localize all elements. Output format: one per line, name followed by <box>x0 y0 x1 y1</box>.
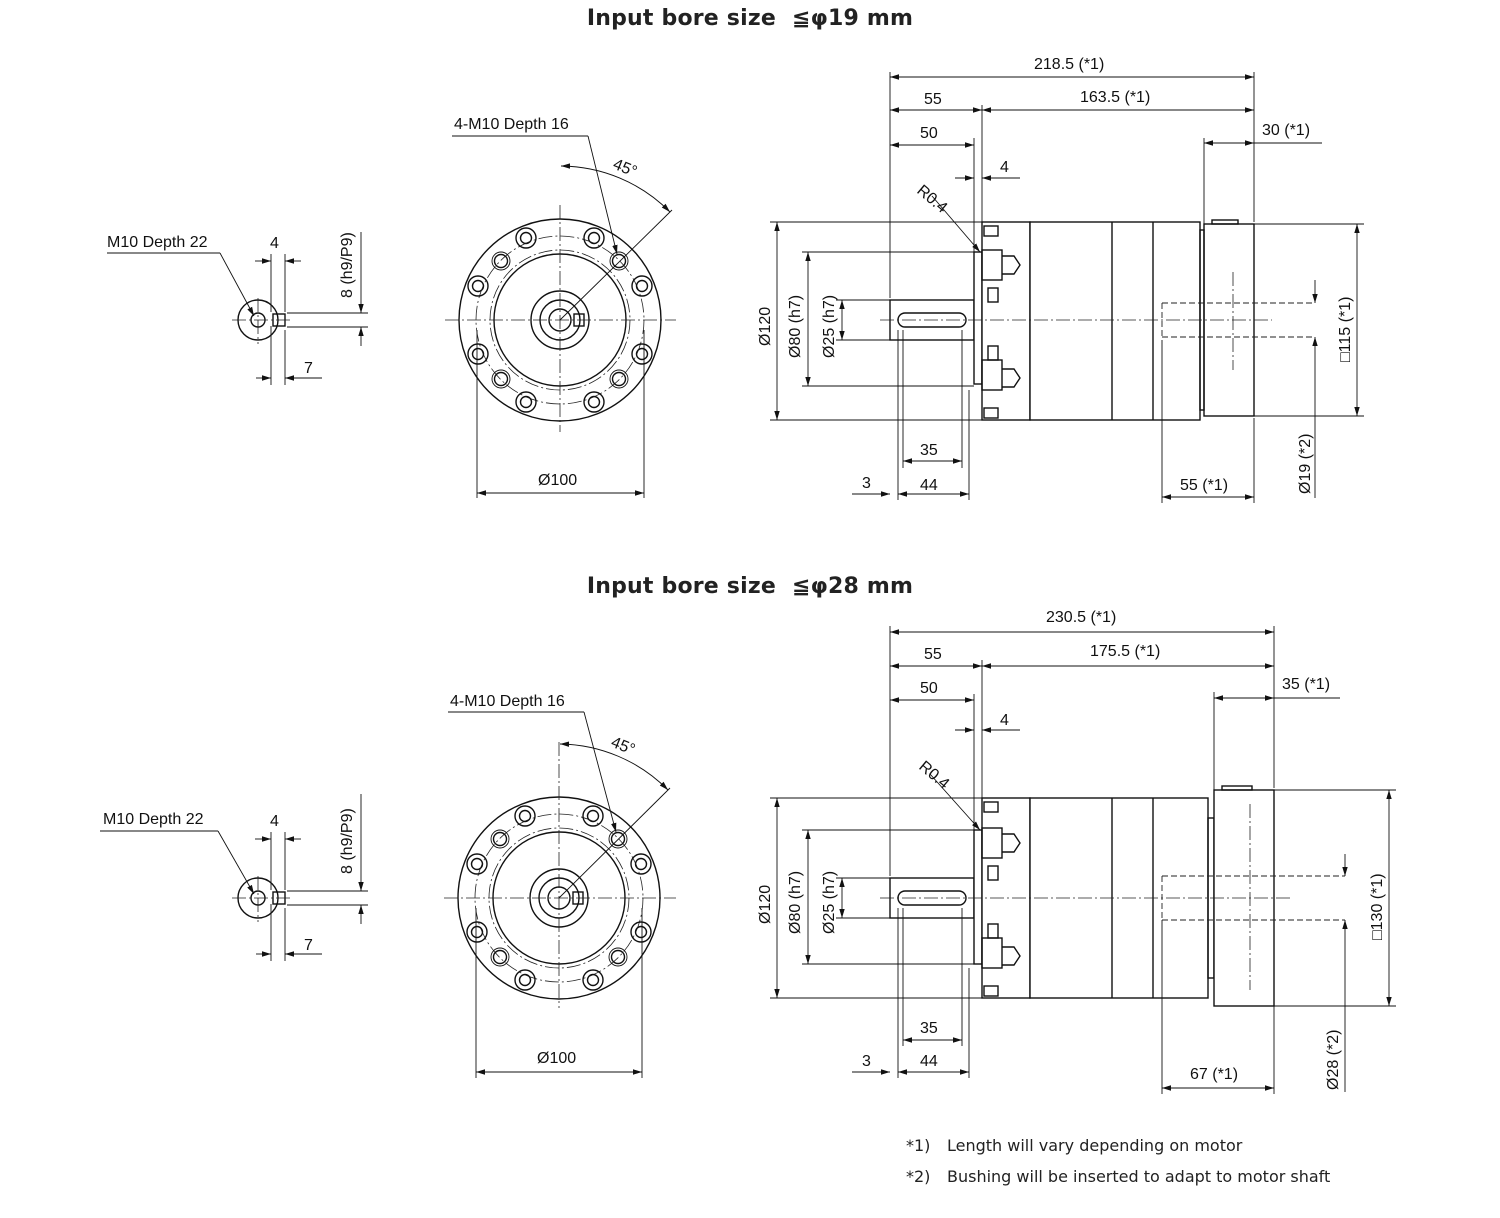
motor-shaft-length: 55 (*1) <box>1180 477 1229 494</box>
footnote-1 <box>906 1136 1330 1167</box>
flange-thickness: 4 <box>1000 159 1009 176</box>
footnote-2-key: *2) <box>906 1167 931 1186</box>
pcd-label: Ø100 <box>537 1050 577 1067</box>
motor-shaft-length: 67 (*1) <box>1190 1066 1239 1083</box>
holes-label: 4-M10 Depth 16 <box>454 116 569 133</box>
flange-thickness: 4 <box>1000 712 1009 729</box>
key-length: 35 <box>920 1020 938 1037</box>
shaft-diameter: Ø25 (h7) <box>821 294 838 358</box>
adapter-square: □130 (*1) <box>1369 873 1386 940</box>
key-height-label: 8 (h9/P9) <box>339 808 356 874</box>
front-view <box>445 116 676 498</box>
footnote-1-text: Length will vary depending on motor <box>947 1136 1243 1155</box>
key-thread-label: M10 Depth 22 <box>103 811 204 828</box>
motor-adapter-length: 30 (*1) <box>1262 122 1311 139</box>
footnotes <box>906 1136 1330 1198</box>
overall-length: 230.5 (*1) <box>1046 609 1117 626</box>
title-bottom-condition: ≦φ28 mm <box>791 574 914 599</box>
key-thread-label: M10 Depth 22 <box>107 234 208 251</box>
key-depth-label: 7 <box>304 937 313 954</box>
drawing-bottom <box>0 578 1500 1118</box>
body-diameter: Ø120 <box>757 884 774 924</box>
shaft-end-view <box>107 232 368 385</box>
bore-diameter: Ø28 (*2) <box>1325 1029 1342 1090</box>
angle-label: 45° <box>610 155 640 181</box>
key-width-label: 4 <box>270 813 279 830</box>
footnote-1-key: *1) <box>906 1136 931 1155</box>
body-length: 163.5 (*1) <box>1080 89 1151 106</box>
shaft-end-view <box>100 794 368 961</box>
body-length: 175.5 (*1) <box>1090 643 1161 660</box>
key-length: 35 <box>920 442 938 459</box>
title-top-condition: ≦φ19 mm <box>791 6 914 31</box>
key-offset: 3 <box>862 475 871 492</box>
key-depth-label: 7 <box>304 360 313 377</box>
bore-diameter: Ø19 (*2) <box>1297 433 1314 494</box>
title-bottom-text: Input bore size <box>586 574 776 599</box>
shaft-key-length: 44 <box>920 1053 938 1070</box>
motor-adapter-length: 35 (*1) <box>1282 676 1331 693</box>
body-diameter: Ø120 <box>757 306 774 346</box>
shaft-key-length: 44 <box>920 477 938 494</box>
front-view <box>444 693 676 1078</box>
side-view <box>757 56 1364 503</box>
key-width-label: 4 <box>270 235 279 252</box>
key-offset: 3 <box>862 1053 871 1070</box>
pcd-label: Ø100 <box>538 472 578 489</box>
key-height-label: 8 (h9/P9) <box>339 232 356 298</box>
footnote-2 <box>906 1167 1330 1198</box>
shaft-diameter: Ø25 (h7) <box>821 870 838 934</box>
drawing-top <box>0 0 1500 560</box>
radius-label: R0.4 <box>915 758 953 793</box>
flange-length: 55 <box>924 91 942 108</box>
holes-label: 4-M10 Depth 16 <box>450 693 565 710</box>
pilot-diameter: Ø80 (h7) <box>787 294 804 358</box>
shaft-length: 50 <box>920 680 938 697</box>
shaft-length: 50 <box>920 125 938 142</box>
overall-length: 218.5 (*1) <box>1034 56 1105 73</box>
radius-label: R0.4 <box>913 182 951 217</box>
adapter-square: □115 (*1) <box>1337 296 1354 362</box>
title-top-text: Input bore size <box>586 6 776 31</box>
pilot-diameter: Ø80 (h7) <box>787 870 804 934</box>
footnote-2-text: Bushing will be inserted to adapt to motor shaft <box>947 1167 1331 1186</box>
side-view <box>757 609 1396 1094</box>
flange-length: 55 <box>924 646 942 663</box>
angle-label: 45° <box>608 733 638 759</box>
